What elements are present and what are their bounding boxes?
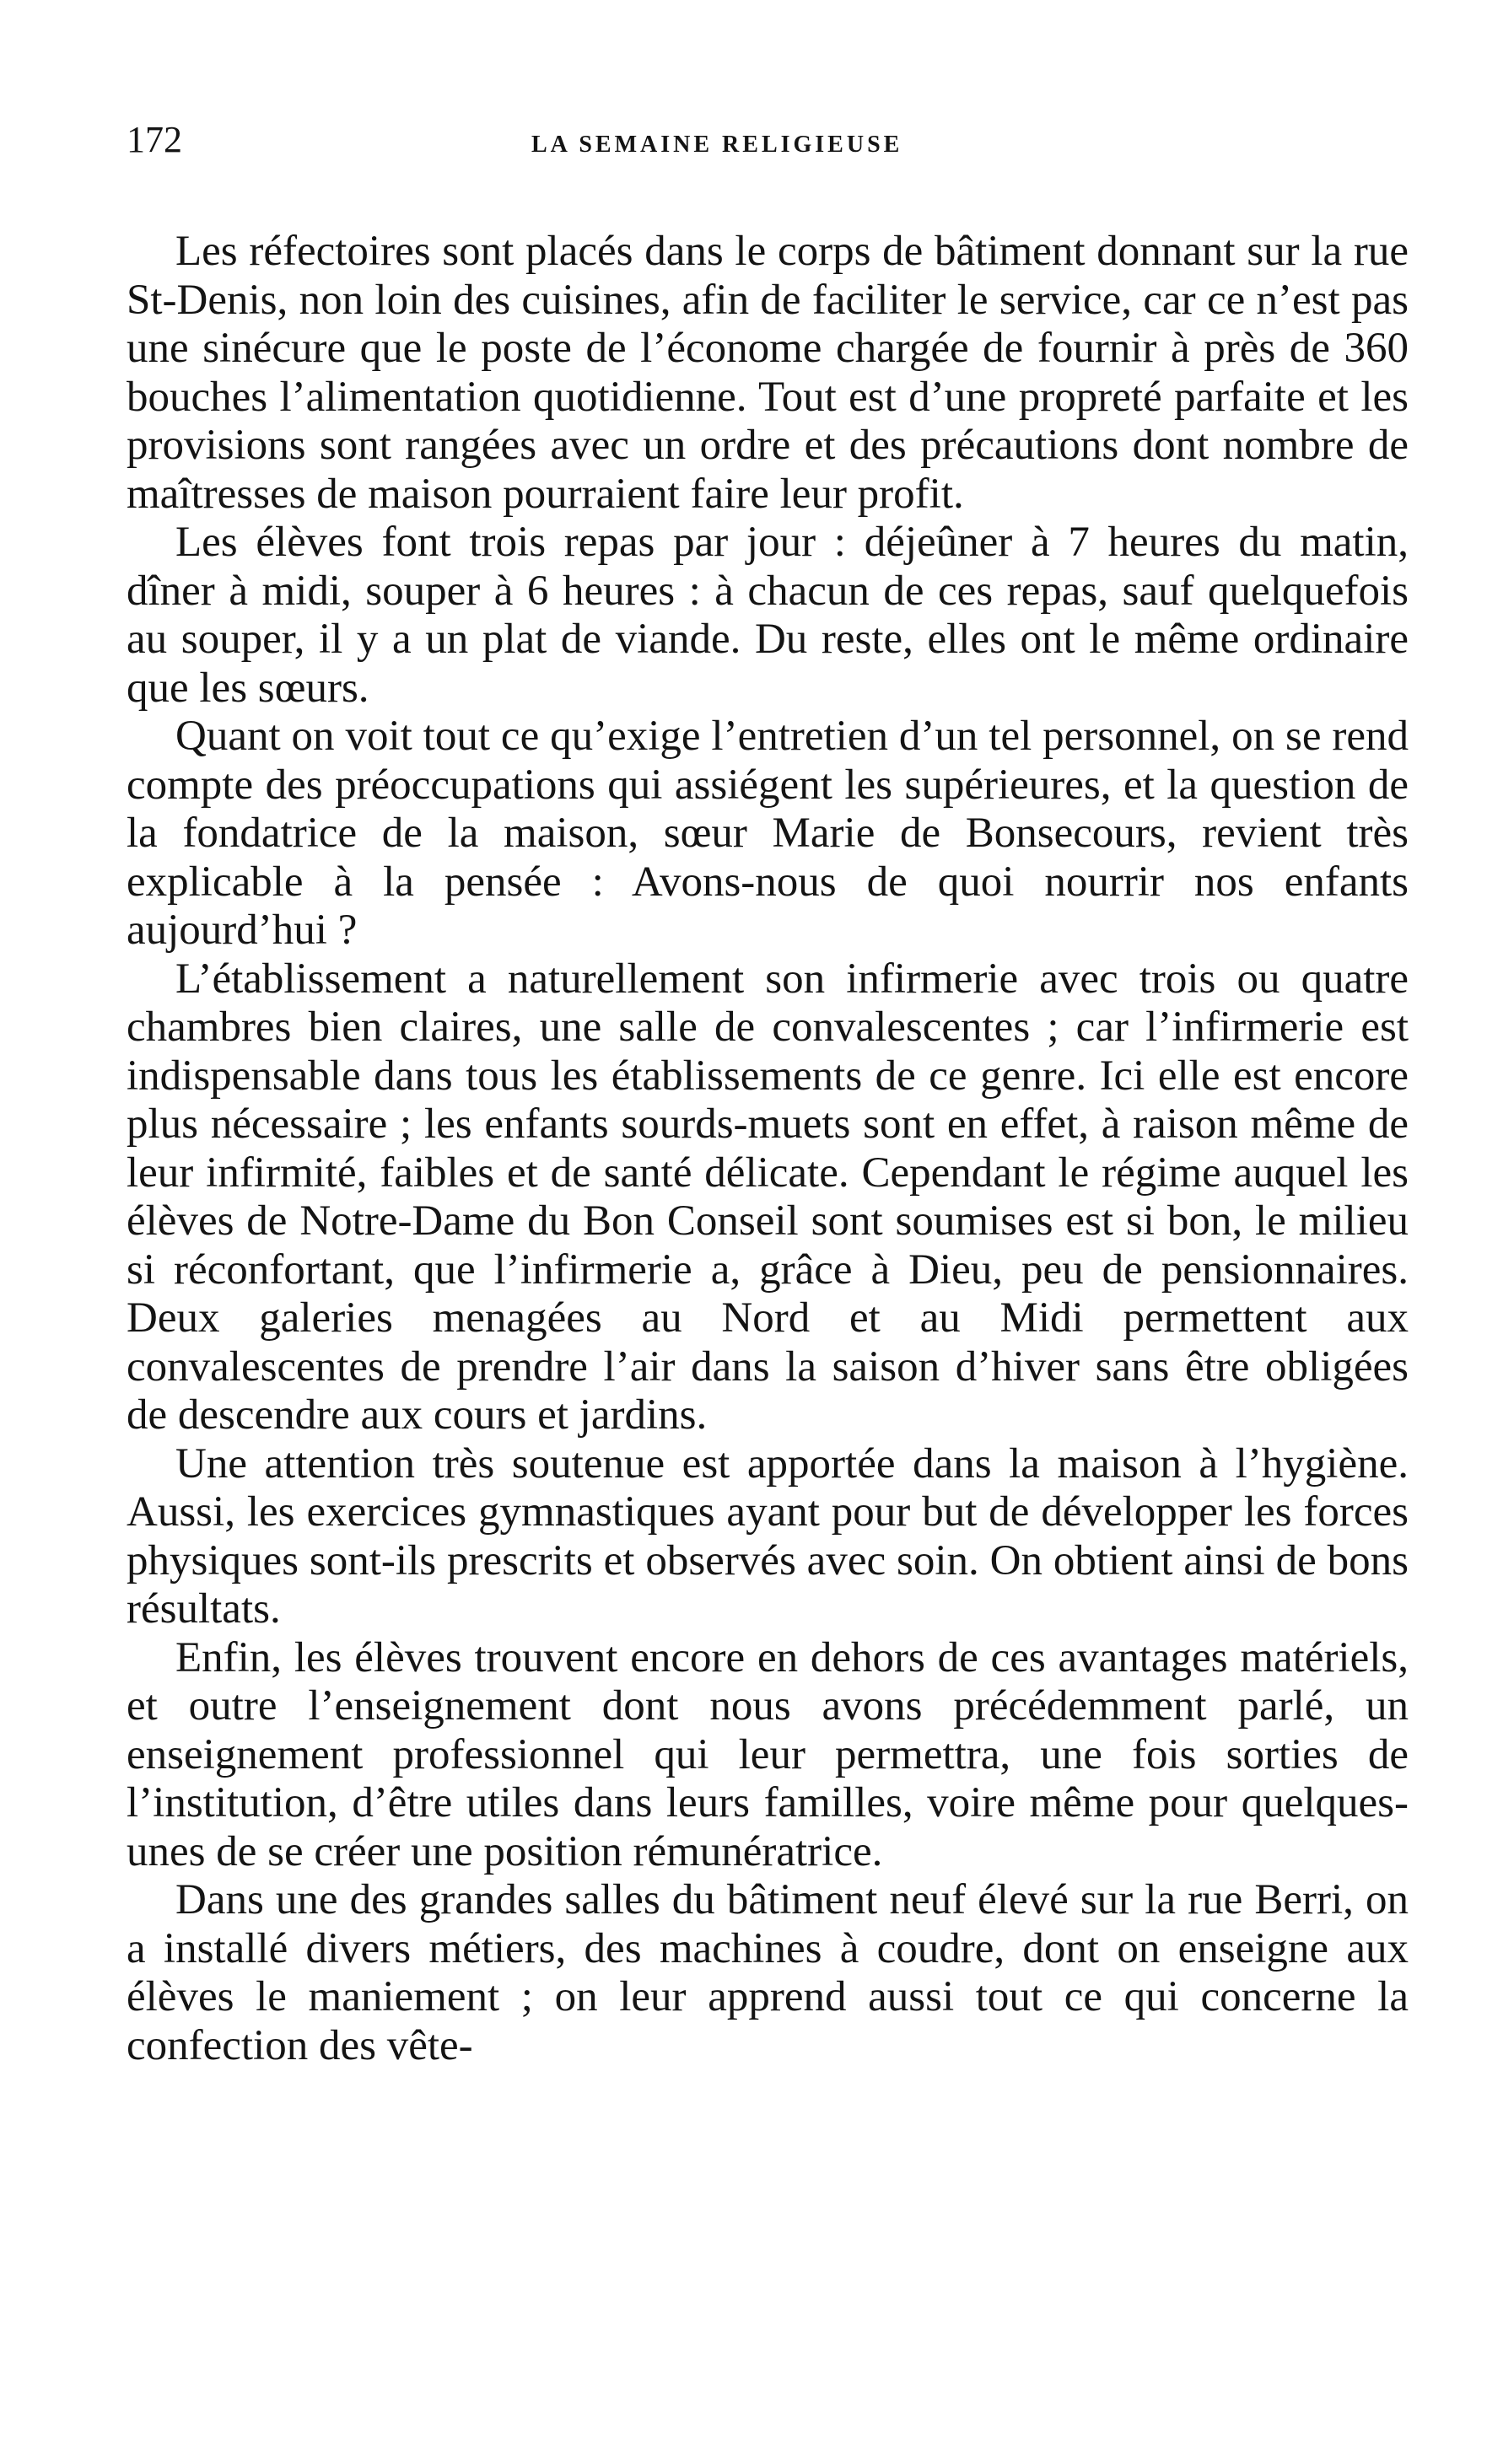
paragraph-infirmerie: L’établissement a naturellement son infirmerie avec trois ou quatre chambres bien claires, une salle de convalescentes ; car l’infirmerie est indispensable dans tous les établissements de ce genre. Ici elle est encore plus nécessaire ; les enfants sourds-muets sont en effet, à raison même de leur infirmité, faibles et de santé délicate. Cependant le régime auquel les élèves de Notre-Dame du Bon Conseil sont soumises est si bon, le milieu si réconfortant, que l’infirmerie a, grâce à Dieu, peu de pensionnaires. Deux galeries menagées au Nord et au Midi permettent aux convalescentes de prendre l’air dans la saison d’hiver sans être obligées de descendre aux cours et jardins. bbox=[127, 955, 1409, 1439]
paragraph-personnel: Quant on voit tout ce qu’exige l’entretien d’un tel personnel, on se rend compte des préoccupations qui assiégent les supérieures, et la question de la fondatrice de la maison, sœur Marie de Bonsecours, revient très explicable à la pensée : Avons-nous de quoi nourrir nos enfants aujourd’hui ? bbox=[127, 713, 1409, 954]
paragraph-refectoires: Les réfectoires sont placés dans le corps de bâtiment donnant sur la rue St-Denis, non loin des cuisines, afin de faciliter le service, car ce n’est pas une sinécure que le poste de l’économe chargée de fournir à près de 360 bouches l’alimentation quotidienne. Tout est d’une propreté parfaite et les provisions sont rangées avec un ordre et des précautions dont nombre de maîtresses de maison pourraient faire leur profit. bbox=[127, 228, 1409, 518]
paragraph-repas: Les élèves font trois repas par jour : déjeûner à 7 heures du matin, dîner à midi, souper à 6 heures : à chacun de ces repas, sauf quelquefois au souper, il y a un plat de viande. Du reste, elles ont le même ordinaire que les sœurs. bbox=[127, 519, 1409, 712]
book-page bbox=[127, 118, 1409, 2070]
journal-title: LA SEMAINE RELIGIEUSE bbox=[531, 132, 903, 158]
paragraph-enseignement: Enfin, les élèves trouvent encore en dehors de ces avantages matériels, et outre l’enseignement dont nous avons précédemment parlé, un enseignement professionnel qui leur permettra, une fois sorties de l’institution, d’être utiles dans leurs familles, voire même pour quelques-unes de se créer une position rémunératrice. bbox=[127, 1633, 1409, 1875]
page-number: 172 bbox=[127, 119, 182, 160]
running-head bbox=[127, 118, 1409, 177]
paragraph-metiers: Dans une des grandes salles du bâtiment neuf élevé sur la rue Berri, on a installé divers métiers, des machines à coudre, dont on enseigne aux élèves le maniement ; on leur apprend aussi tout ce qui concerne la confection des vête- bbox=[127, 1876, 1409, 2069]
paragraph-hygiene: Une attention très soutenue est apportée dans la maison à l’hygiène. Aussi, les exercices gymnastiques ayant pour but de développer les forces physiques sont-ils prescrits et observés avec soin. On obtient ainsi de bons résultats. bbox=[127, 1439, 1409, 1633]
body-text bbox=[127, 228, 1409, 2070]
